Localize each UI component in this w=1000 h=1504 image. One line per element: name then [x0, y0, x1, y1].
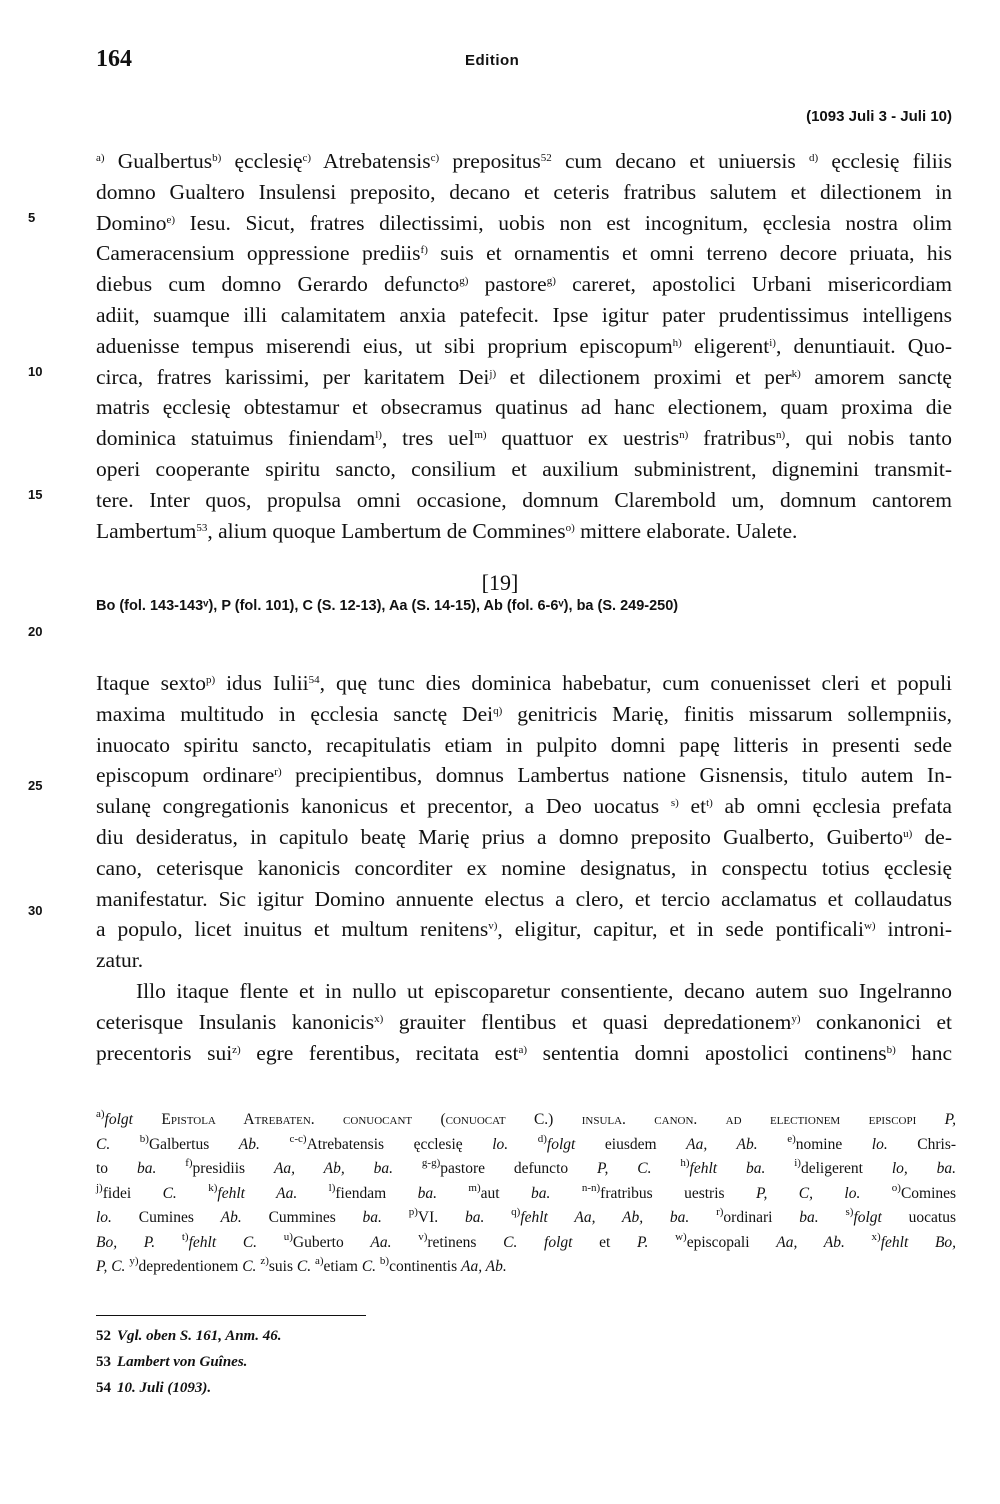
letter-text: $^{a)}$ Gualbertus$^{b)}$ ęcclesię$^{c)}$ Atrebatensis$^{c)}$ prepositus$^{52}$ cum decano et uniuersis $^{d)}$ ęcclesię filiis domno Gualtero Insulensi preposito, decano et ceteris fratribus salutem et dilectionem in Domino$^{e)}$ Iesu. Sicut, fratres dilectissimi, uobis non est incognitum, ęcclesia nostra olim Cameracensium oppressione prediis$^{f)}$ suis et ornamentis et omni terreno decore priuata, his diebus cum domno Gerardo defuncto$^{g)}$ pastore$^{g)}$ careret, apostolici Urbani misericordiam adiit, suamque illi calamitatem anxia patefecit. Ipse igitur pater prudentissimus intelligens aduenisse tempus miserendi eius, ut sibi proprium episcopum$^{h)}$ eligerent$^{i)}$, denuntiauit. Quo- circa, fratres karissimi, per karitatem Dei$^{j)}$ et dilectionem proximi et per$^{k)}$ amorem sanctę matris ęcclesię obtestamur et obsecramus quatinus ad hanc electionem, quam proxima die dominica statuimus finiendam$^{l)}$, tres uel$^{m)}$ quattuor ex uestris$^{n)}$ fratribus$^{n)}$, qui nobis tanto operi cooperante spiritu sancto, consilium et auxilium subministrent, dignemini transmit- tere. Inter quos, propulsa omni occasione, domnum Clarembold um, domnum cantorem Lambertum$^{53}$, alium quoque Lambertum de Commines$^{o)}$ mittere elaborate. Ualete.	[96, 149, 953, 543]
manuscript-sources: Bo (fol. 143-143ᵛ), P (fol. 101), C (S. 12-13), Aa (S. 14-15), Ab (fol. 6-6ᵛ), ba (S. 249-250)	[96, 598, 679, 614]
document-number: [19]	[481, 570, 519, 595]
critical-apparatus: $^{a)}$folgt Epistola Atrebaten. conuocant (conuocat C.) insula. canon. ad electionem episcopi P, C. $^{b)}$Galbertus Ab. $^{c-c)}$Atrebatensis ęcclesię lo. $^{d)}$folgt eiusdem Aa, Ab. $^{e)}$nomine lo. Chris- to ba. $^{f)}$presidiis Aa, Ab, ba. $^{g-g)}$pastore defuncto P, C. $^{h)}$fehlt ba. $^{i)}$deligerent lo, ba. $^{j)}$fidei C. $^{k)}$fehlt Aa. $^{l)}$fiendam ba. $^{m)}$aut ba. $^{n-n)}$fratribus uestris P, C, lo. $^{o)}$Comines lo. Cumines Ab. Cummines ba. $^{p)}$VI. ba. $^{q)}$fehlt Aa, Ab, ba. $^{r)}$ordinari ba. $^{s)}$folgt uocatus Bo, P. $^{t)}$fehlt C. $^{u)}$Guberto Aa. $^{v)}$retinens C. folgt et P. $^{w)}$episcopali Aa, Ab. $^{x)}$fehlt Bo, P, C. $^{y)}$depredentionem C. $^{z)}$suis C. $^{a)}$etiam C. $^{b)}$continentis Aa, Ab.	[96, 1108, 957, 1275]
date-range: (1093 Juli 3 - Juli 10)	[806, 108, 952, 125]
narrative-text: Itaque sexto$^{p)}$ idus Iulii$^{54}$, quę tunc dies dominica habebatur, cum conuenisset cleri et populi maxima multitudo in ęcclesia sanctę Dei$^{q)}$ genitricis Marię, finitis missarum sollempniis, inuocato spiritu sancto, recapitulatis etiam in pulpito domni papę litteris in presenti sede episcopum ordinare$^{r)}$ precipientibus, domnus Lambertus natione Gisnensis, titulo autem In- sulanę congregationis kanonicus et precentor, a Deo uocatus $^{s)}$ $et^{t)}$ ab omni ęcclesia prefata diu desideratus, in capitulo beatę Marię prius a domno preposito Gualberto, Guiberto$^{u)}$ de- cano, ceterisque kanonicis concorditer ex nomine designatus, in conspectu totius ęcclesię manifestatur. Sic igitur Domino annuente electus a clero, et tercio acclamatus et collaudatus a populo, licet inuitus et multum renitens$^{v)}$, eligitur, capitur, et in sede pontificali$^{w)}$ introni- zatur. Illo itaque flente et in nullo ut episcoparetur consentiente, decano autem suo Ingelranno ceterisque Insulanis kanonicis$^{x)}$ grauiter flentibus et quasi depredationem$^{y)}$ conkanonici et precentoris sui$^{z)}$ egre ferentibus, recitata est$^{a)}$ sententia domni apostolici continens$^{b)}$ hanc	[96, 671, 953, 1065]
footnote-divider	[96, 1315, 366, 1316]
line-number-10: 10	[28, 364, 43, 379]
running-title: Edition	[465, 52, 520, 69]
page-number: 164	[96, 46, 132, 72]
line-number-25: 25	[28, 778, 43, 793]
line-number-20: 20	[28, 624, 43, 639]
line-number-30: 30	[28, 903, 43, 918]
line-number-5: 5	[28, 210, 36, 225]
footnote-52: 52 Vgl. oben S. 161, Anm. 46.	[96, 1328, 282, 1344]
footnote-53: 53 Lambert von Guînes.	[96, 1354, 248, 1370]
line-number-15: 15	[28, 487, 43, 502]
footnote-54: 54 10. Juli (1093).	[96, 1380, 212, 1396]
